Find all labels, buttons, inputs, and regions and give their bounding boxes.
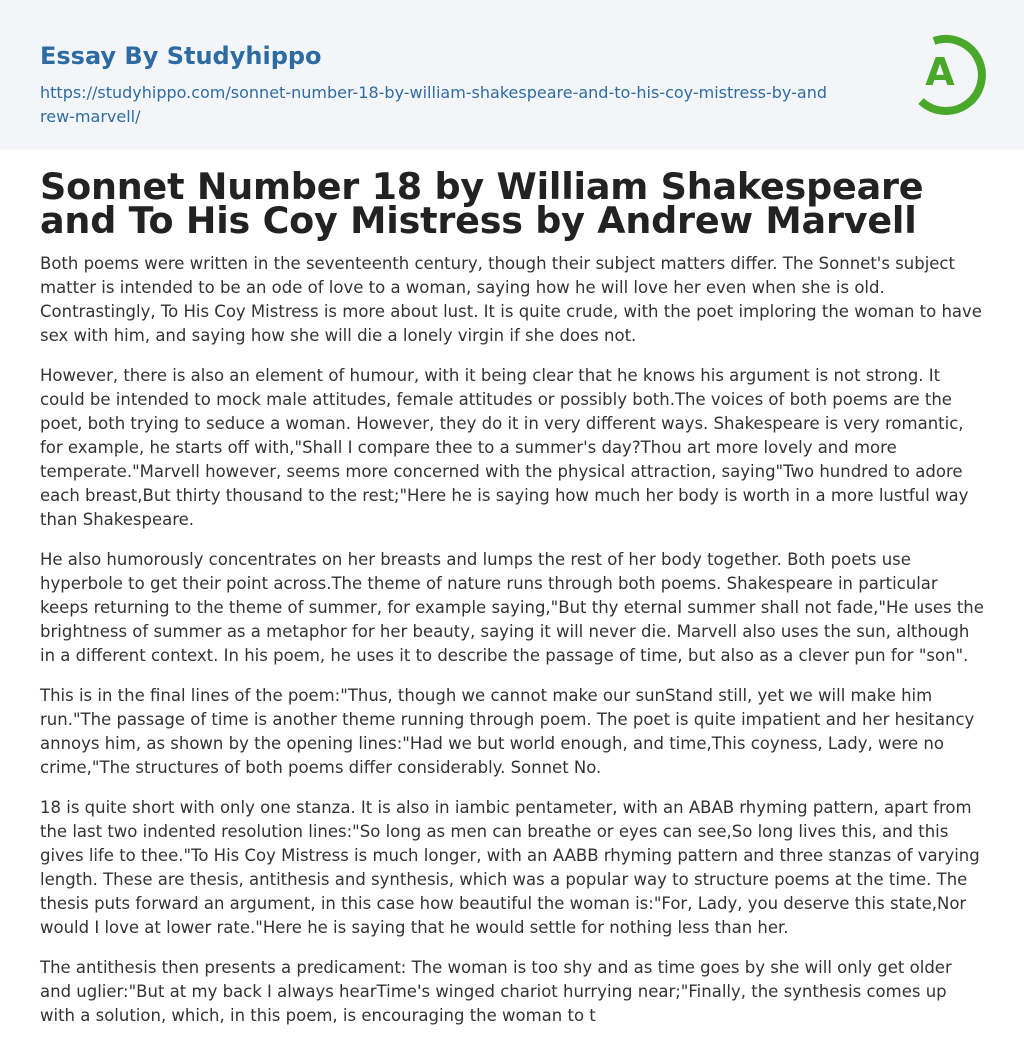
essay-paragraph: However, there is also an element of humour, with it being clear that he knows his argument is not strong. It could be intended to mock male attitudes, female attitudes or possibly both.The voices of both poems are the poet, both trying to seduce a woman. However, they do it in very different ways. Shakespeare is very romantic, for example, he starts off with,"Shall I compare thee to a summer's day?Thou art more lovely and more temperate."Marvell however, seems more concerned with the physical attraction, saying"Two hundred to adore each breast,But thirty thousand to the rest;"Here he is saying how much her body is worth in a more lustful way than Shakespeare. [40, 366, 969, 529]
essay-paragraph: Both poems were written in the seventeenth century, though their subject matters differ. The Sonnet's subject matter is intended to be an ode of love to a woman, saying how he will love her even when she is old. Contrastingly, To His Coy Mistress is more about lust. It is quite crude, with the poet imploring the woman to have sex with him, and saying how she will die a lonely virgin if she does not. [40, 254, 982, 345]
site-header [0, 0, 1024, 150]
essay-paragraph: This is in the final lines of the poem:"Thus, though we cannot make our sunStand still, yet we will make him run."The passage of time is another theme running through poem. The poet is quite impatient and her hesitancy annoys him, as shown by the opening lines:"Had we but world enough, and time,This coyness, Lady, were no crime,"The structures of both poems differ considerably. Sonnet No. [40, 686, 975, 777]
essay-content [0, 165, 1024, 1028]
site-brand[interactable]: Essay By Studyhippo [40, 42, 322, 70]
logo-letter: A [925, 50, 955, 94]
essay-paragraph: The antithesis then presents a predicament: The woman is too shy and as time goes by she will only get older and uglier:"But at my back I always hearTime's winged chariot hurrying near;"Finally, the synthesis comes up with a solution, which, in this poem, is encouraging the woman to t [40, 958, 952, 1025]
source-url-link[interactable]: https://studyhippo.com/sonnet-number-18-by-william-shakespeare-and-to-his-coy-mistress-by-andrew-marvell/ [40, 83, 827, 126]
essay-paragraph: 18 is quite short with only one stanza. It is also in iambic pentameter, with an ABAB rhyming pattern, apart from the last two indented resolution lines:"So long as men can breathe or eyes can see,So long lives this, and this gives life to thee."To His Coy Mistress is much longer, with an AABB rhyming pattern and three stanzas of varying length. These are thesis, antithesis and synthesis, which was a popular way to structure poems at the time. The thesis puts forward an argument, in this case how beautiful the woman is:"For, Lady, you deserve this state,Nor would I love at lower rate."Here he is saying that he would settle for nothing less than her. [40, 798, 980, 937]
studyhippo-logo-icon[interactable] [912, 29, 986, 115]
essay-paragraph: He also humorously concentrates on her breasts and lumps the rest of her body together. Both poets use hyperbole to get their point across.The theme of nature runs through both poems. Shakespeare in particular keeps returning to the theme of summer, for example saying,"But thy eternal summer shall not fade,"He uses the brightness of summer as a metaphor for her beauty, saying it will never die. Marvell also uses the sun, although in a different context. In his poem, he uses it to describe the passage of time, but also as a clever pun for "son". [40, 550, 984, 665]
essay-title: Sonnet Number 18 by William Shakespeare and To His Coy Mistress by Andrew Marvell [40, 165, 924, 242]
